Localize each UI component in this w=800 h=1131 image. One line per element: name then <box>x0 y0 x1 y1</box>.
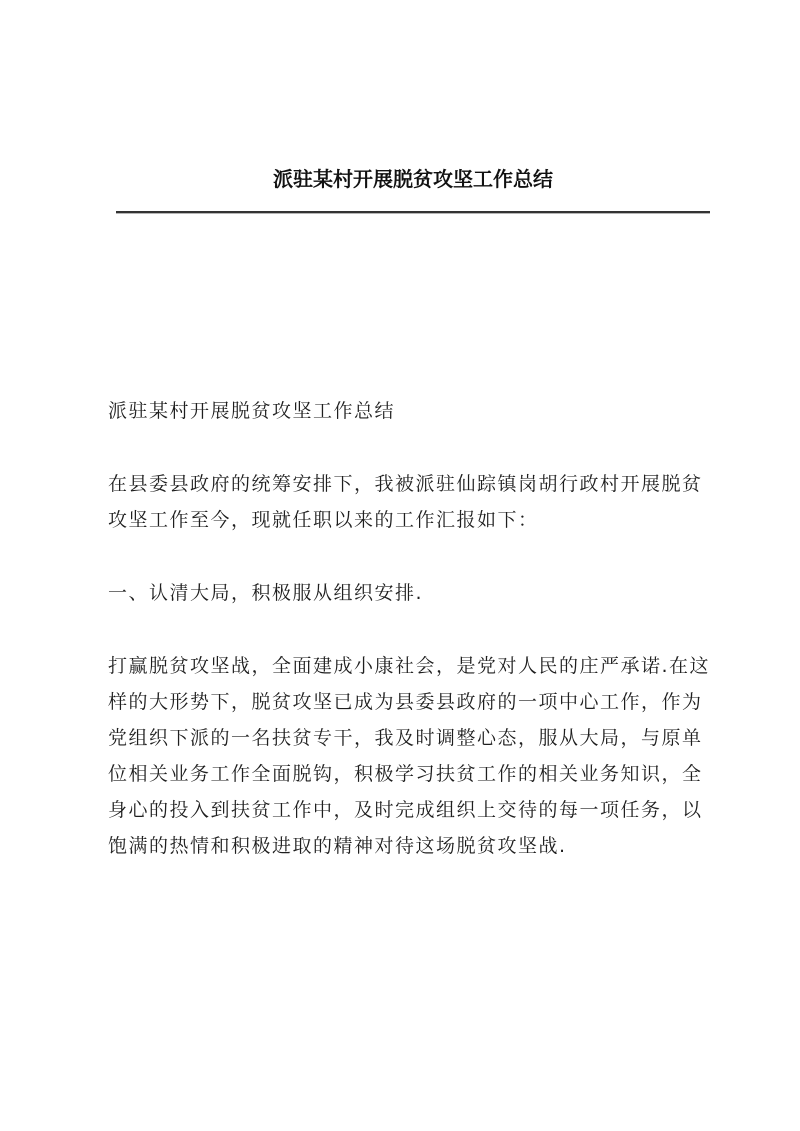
header-divider <box>116 211 710 214</box>
intro-paragraph: 在县委县政府的统筹安排下，我被派驻仙踪镇岗胡行政村开展脱贫攻坚工作至今，现就任职以来的工作汇报如下： <box>108 473 703 531</box>
section-1-heading: 一、认清大局，积极服从组织安排. <box>108 582 424 604</box>
page-header-title: 派驻某村开展脱贫攻坚工作总结 <box>273 167 553 191</box>
document-title: 派驻某村开展脱贫攻坚工作总结 <box>108 400 396 422</box>
document-body <box>108 393 714 901</box>
section-1-body: 打赢脱贫攻坚战，全面建成小康社会，是党对人民的庄严承诺.在这样的大形势下，脱贫攻坚已成为县委县政府的一项中心工作，作为党组织下派的一名扶贫专干，我及时调整心态，服从大局，与原单位相关业务工作全面脱钩，积极学习扶贫工作的相关业务知识，全身心的投入到扶贫工作中，及时完成组织上交待的每一项任务，以饱满的热情和积极进取的精神对待这场脱贫攻坚战. <box>108 655 711 857</box>
